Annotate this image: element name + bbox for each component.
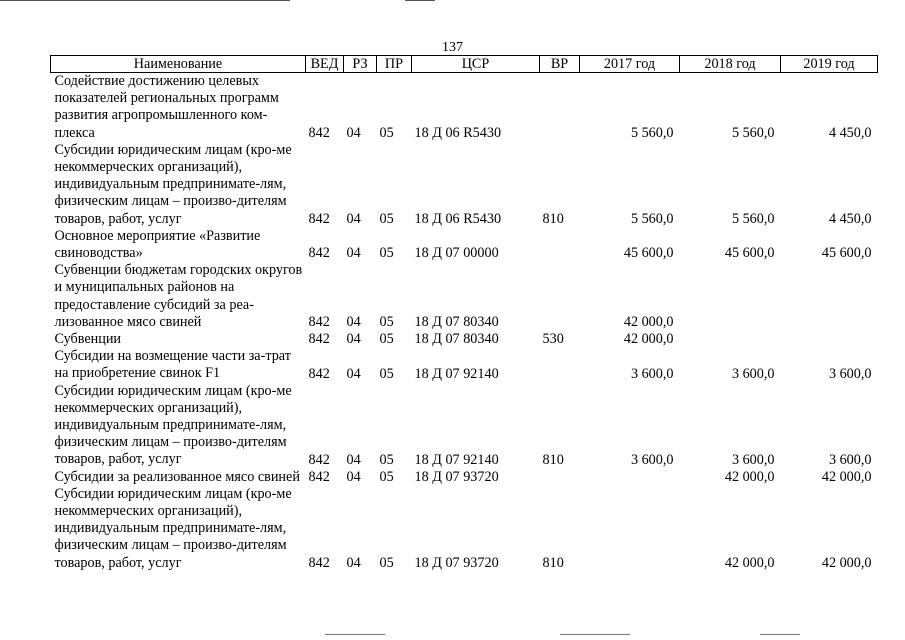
row-2019 xyxy=(781,262,878,331)
row-vr: 810 xyxy=(542,210,564,227)
row-rz: 04 xyxy=(346,331,361,348)
table-row xyxy=(51,228,878,262)
row-pr: 05 xyxy=(379,314,394,331)
row-2019: 4 450,0 xyxy=(828,124,872,141)
row-ved: 842 xyxy=(308,451,330,468)
col-header-2017: 2017 год xyxy=(580,56,680,73)
col-header-ved: ВЕД xyxy=(306,56,344,73)
row-name: Субвенции xyxy=(54,331,122,348)
row-2017: 42 000,0 xyxy=(623,331,674,348)
bottom-rule-2 xyxy=(560,634,630,635)
row-2018: 5 560,0 xyxy=(731,210,775,227)
row-pr: 05 xyxy=(379,365,394,382)
row-2019: 3 600,0 xyxy=(828,365,872,382)
row-name: Субсидии юридическим лицам (кро-ме некоммерческих организаций), индивидуальным предпринимате-лям, физическим лицам – произво-дителям товаров, работ, услуг xyxy=(54,485,292,571)
row-ved: 842 xyxy=(308,124,330,141)
row-vr xyxy=(540,262,580,331)
col-header-vr: ВР xyxy=(540,56,580,73)
row-2018: 42 000,0 xyxy=(724,554,775,571)
row-rz: 04 xyxy=(346,314,361,331)
row-2019: 4 450,0 xyxy=(828,210,872,227)
row-vr xyxy=(540,228,580,262)
row-pr: 05 xyxy=(379,331,394,348)
table-body xyxy=(51,73,878,572)
row-2018: 5 560,0 xyxy=(731,124,775,141)
row-2019: 3 600,0 xyxy=(828,451,872,468)
table-row xyxy=(51,331,878,348)
row-vr xyxy=(540,73,580,142)
row-2018: 45 600,0 xyxy=(724,245,775,262)
row-csr: 18 Д 07 80340 xyxy=(414,331,499,348)
row-vr: 530 xyxy=(542,331,564,348)
row-vr: 810 xyxy=(542,554,564,571)
bottom-rule-3 xyxy=(760,634,800,635)
row-csr: 18 Д 06 R5430 xyxy=(414,210,502,227)
row-csr: 18 Д 07 93720 xyxy=(414,554,499,571)
row-name: Основное мероприятие «Развитие свиноводства» xyxy=(54,227,261,262)
col-header-csr: ЦСР xyxy=(412,56,540,73)
table-row xyxy=(51,486,878,572)
row-pr: 05 xyxy=(379,124,394,141)
row-2018: 3 600,0 xyxy=(731,451,775,468)
row-csr: 18 Д 07 80340 xyxy=(414,314,499,331)
row-csr: 18 Д 07 92140 xyxy=(414,365,499,382)
row-2017: 45 600,0 xyxy=(623,245,674,262)
row-rz: 04 xyxy=(346,468,361,485)
row-name: Субвенции бюджетам городских округов и муниципальных районов на предоставление субсидий за реа-лизованное мясо свиней xyxy=(54,262,303,330)
table-row xyxy=(51,262,878,331)
row-2017: 42 000,0 xyxy=(623,314,674,331)
top-rule-left xyxy=(0,0,290,1)
row-2017: 5 560,0 xyxy=(630,124,674,141)
row-rz: 04 xyxy=(346,365,361,382)
row-2019: 42 000,0 xyxy=(821,554,872,571)
row-rz: 04 xyxy=(346,245,361,262)
table-row xyxy=(51,142,878,228)
row-ved: 842 xyxy=(308,554,330,571)
table-row xyxy=(51,348,878,382)
col-header-pr: ПР xyxy=(377,56,412,73)
row-2019 xyxy=(781,331,878,348)
row-2018: 42 000,0 xyxy=(724,468,775,485)
row-ved: 842 xyxy=(308,365,330,382)
col-header-name: Наименование xyxy=(51,56,306,73)
row-csr: 18 Д 06 R5430 xyxy=(414,124,502,141)
row-vr: 810 xyxy=(542,451,564,468)
row-csr: 18 Д 07 00000 xyxy=(414,245,499,262)
top-rule-right xyxy=(405,0,435,1)
row-vr xyxy=(540,469,580,486)
row-rz: 04 xyxy=(346,210,361,227)
row-rz: 04 xyxy=(346,124,361,141)
row-2019: 42 000,0 xyxy=(821,468,872,485)
row-2018: 3 600,0 xyxy=(731,365,775,382)
col-header-2018: 2018 год xyxy=(680,56,781,73)
row-name: Содействие достижению целевых показателей региональных программ развития агропромышленного ком-плекса xyxy=(54,73,279,141)
row-ved: 842 xyxy=(308,331,330,348)
row-ved: 842 xyxy=(308,245,330,262)
row-2017 xyxy=(580,469,680,486)
row-csr: 18 Д 07 92140 xyxy=(414,451,499,468)
row-name: Субсидии на возмещение части за-трат на приобретение свинок F1 xyxy=(54,348,291,382)
budget-table xyxy=(50,55,878,572)
row-2017: 3 600,0 xyxy=(630,365,674,382)
row-2018 xyxy=(680,331,781,348)
col-header-rz: РЗ xyxy=(344,56,377,73)
row-rz: 04 xyxy=(346,554,361,571)
row-2019: 45 600,0 xyxy=(821,245,872,262)
row-ved: 842 xyxy=(308,468,330,485)
table-row xyxy=(51,73,878,142)
row-ved: 842 xyxy=(308,210,330,227)
row-2017 xyxy=(580,486,680,572)
row-2017: 3 600,0 xyxy=(630,451,674,468)
row-2017: 5 560,0 xyxy=(630,210,674,227)
row-pr: 05 xyxy=(379,245,394,262)
row-name: Субсидии юридическим лицам (кро-ме некоммерческих организаций), индивидуальным предпринимате-лям, физическим лицам – произво-дителям товаров, работ, услуг xyxy=(54,141,292,227)
row-name: Субсидии юридическим лицам (кро-ме некоммерческих организаций), индивидуальным предпринимате-лям, физическим лицам – произво-дителям товаров, работ, услуг xyxy=(54,382,292,468)
row-2018 xyxy=(680,262,781,331)
table-row xyxy=(51,383,878,469)
row-rz: 04 xyxy=(346,451,361,468)
page-number: 137 xyxy=(442,40,463,55)
row-pr: 05 xyxy=(379,210,394,227)
table-row xyxy=(51,469,878,486)
row-csr: 18 Д 07 93720 xyxy=(414,468,499,485)
bottom-rule-1 xyxy=(325,634,385,635)
row-pr: 05 xyxy=(379,468,394,485)
row-ved: 842 xyxy=(308,314,330,331)
row-pr: 05 xyxy=(379,451,394,468)
row-pr: 05 xyxy=(379,554,394,571)
table-header-row xyxy=(51,56,878,73)
row-name: Субсидии за реализованное мясо свиней xyxy=(54,468,300,485)
row-vr xyxy=(540,348,580,382)
col-header-2019: 2019 год xyxy=(781,56,878,73)
